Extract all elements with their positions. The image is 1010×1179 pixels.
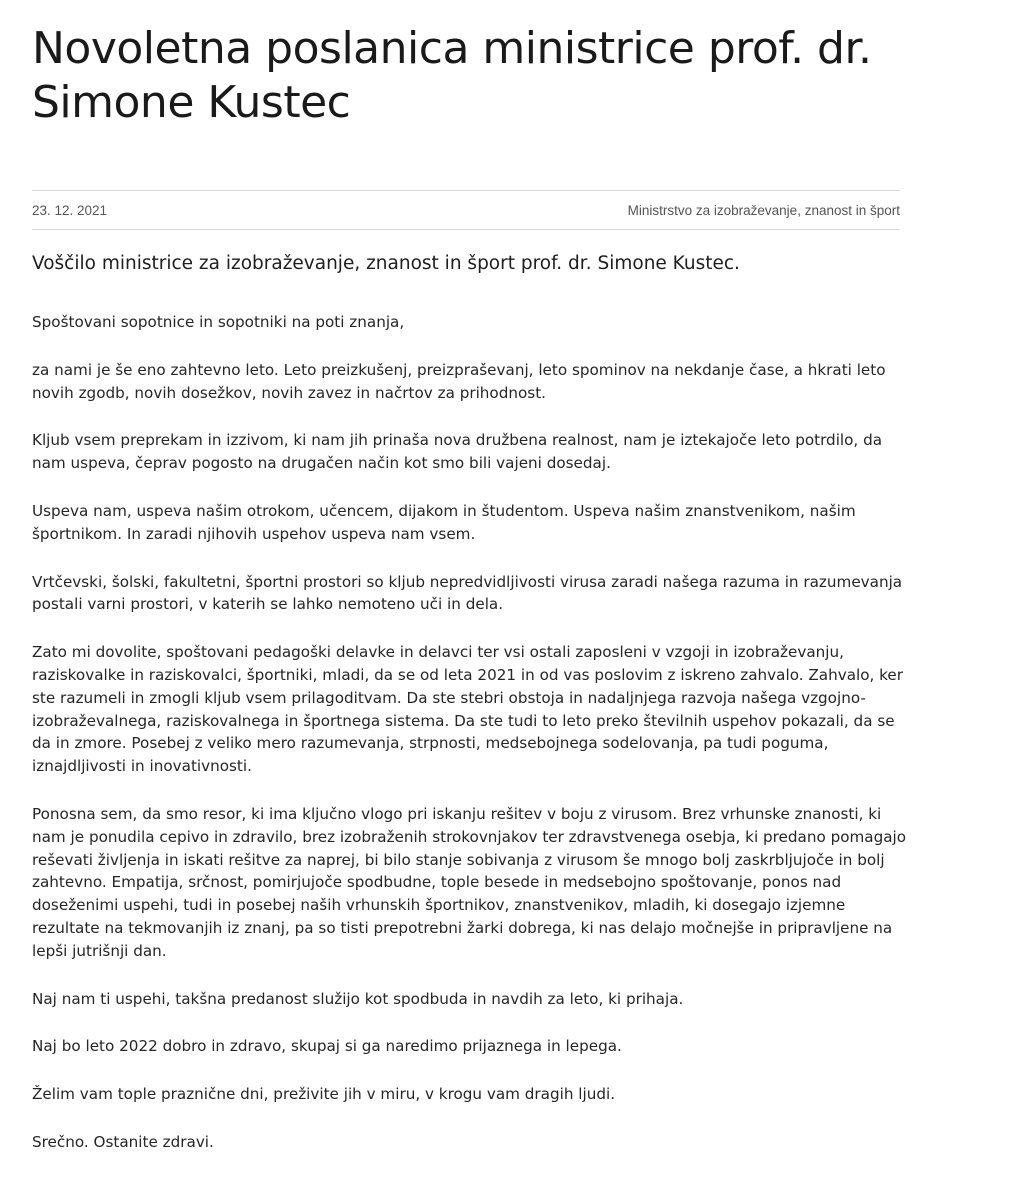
paragraph: Srečno. Ostanite zdravi.	[32, 1132, 214, 1151]
paragraph: Ponosna sem, da smo resor, ki ima ključno vlogo pri iskanju rešitev v boju z virusom. Brez vrhunske znanosti, ki nam je ponudila cepivo in zdravilo, brez izobraženih strokovnjakov ter zdravstvenega osebja, ki predano pomagajo reševati življenja in iskati rešitve za naprej, bi bilo stanje sobivanja z virusom še mnogo bolj zaskrbljujoče in bolj zahtevno. Empatija, srčnost, pomirjujoče spodbudne, tople besede in medsebojno spoštovanje, ponos nad doseženimi uspehi, tudi in posebej naših vrhunskih športnikov, znanstvenikov, mladih, ki dosegajo izjemne rezultate na tekmovanjih iz znanj, pa so tisti prepotrebni žarki dobrega, ki nas delajo močnejše in pripravljene na lepši jutrišnji dan.	[32, 804, 907, 960]
publish-date: 23. 12. 2021	[32, 202, 108, 218]
paragraph: Zato mi dovolite, spoštovani pedagoški delavke in delavci ter vsi ostali zaposleni v vzgoji in izobraževanju, raziskovalke in raziskovalci, športniki, mladi, da se od leta 2021 in od vas poslovim z iskreno zahvalo. Zahvalo, ker ste razumeli in zmogli kljub vsem prilagoditvam. Da ste stebri obstoja in nadaljnjega razvoja našega vzgojno-izobraževalnega, raziskovalnega in športnega sistema. Da ste tudi to leto preko številnih uspehov pokazali, da se da in zmore. Posebej z veliko mero razumevanja, strpnosti, medsebojnega sodelovanja, pa tudi poguma, iznajdljivosti in inovativnosti.	[32, 643, 904, 776]
page-title: Novoletna poslanica ministrice prof. dr. Simone Kustec	[32, 23, 872, 128]
paragraph: Vrtčevski, šolski, fakultetni, športni prostori so kljub nepredvidljivosti virusa zaradi našega razuma in razumevanja postali varni prostori, v katerih se lahko nemoteno uči in dela.	[32, 572, 903, 614]
paragraph: Spoštovani sopotnice in sopotniki na poti znanja,	[32, 313, 405, 331]
paragraph: za nami je še eno zahtevno leto. Leto preizkušenj, preizpraševanj, leto spominov na nekdanje čase, a hkrati leto novih zgodb, novih dosežkov, novih zavez in načrtov za prihodnost.	[32, 360, 886, 402]
article-lead: Voščilo ministrice za izobraževanje, znanost in šport prof. dr. Simone Kustec.	[32, 253, 740, 274]
paragraph: Želim vam tople praznične dni, preživite jih v miru, v krogu vam dragih ljudi.	[32, 1085, 616, 1104]
article-meta	[32, 190, 900, 230]
article-body	[32, 311, 912, 1179]
paragraph: Naj bo leto 2022 dobro in zdravo, skupaj si ga naredimo prijaznega in lepega.	[32, 1037, 622, 1056]
paragraph: Kljub vsem preprekam in izzivom, ki nam jih prinaša nova družbena realnost, nam je iztekajoče leto potrdilo, da nam uspeva, čeprav pogosto na drugačen način kot smo bili vajeni dosedaj.	[32, 431, 883, 473]
paragraph: Uspeva nam, uspeva našim otrokom, učencem, dijakom in študentom. Uspeva našim znanstvenikom, našim športnikom. In zaradi njihovih uspehov uspeva nam vsem.	[32, 501, 856, 543]
source-link[interactable]: Ministrstvo za izobraževanje, znanost in šport	[627, 202, 900, 218]
paragraph: Naj nam ti uspehi, takšna predanost služijo kot spodbuda in navdih za leto, ki prihaja.	[32, 989, 684, 1008]
